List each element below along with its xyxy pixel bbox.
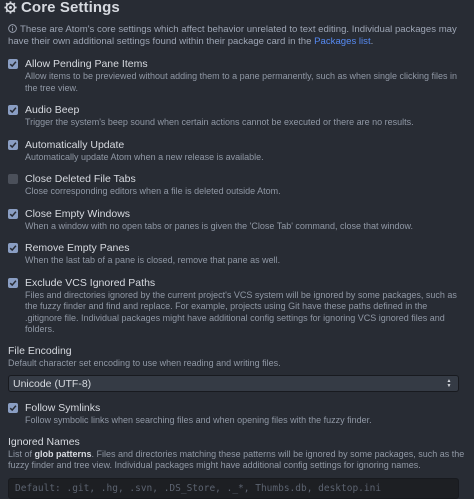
checkmark-icon bbox=[9, 141, 17, 149]
setting-desc: Automatically update Atom when a new release is available. bbox=[25, 151, 264, 162]
setting-checkbox[interactable] bbox=[8, 278, 18, 288]
setting-desc: Trigger the system's beep sound when certain actions cannot be executed or there are no results. bbox=[25, 117, 414, 127]
ignored-names-title: Ignored Names bbox=[8, 435, 80, 448]
setting-desc: Files and directories ignored by the current project's VCS system will be ignored by some packages, such as the fuzzy finder and find and replace. For example, projects using Git have these paths defined in the .gitignore file. Individual packages might have additional config settings for ignoring VCS ignored files and folders. bbox=[25, 289, 457, 334]
select-arrows-icon: ▲ ▼ bbox=[446, 377, 452, 389]
checkmark-icon bbox=[9, 60, 17, 68]
file-encoding-select[interactable] bbox=[8, 375, 459, 392]
checkmark-icon bbox=[9, 210, 17, 218]
settings-list bbox=[8, 58, 466, 336]
setting-item[interactable] bbox=[8, 242, 466, 267]
setting-desc: When a window with no open tabs or panes is given the 'Close Tab' command, close that window. bbox=[25, 220, 413, 231]
packages-list-link[interactable]: Packages list bbox=[314, 36, 371, 47]
file-encoding-value: Unicode (UTF-8) bbox=[13, 377, 92, 390]
setting-item[interactable] bbox=[8, 58, 466, 94]
checkmark-icon bbox=[9, 244, 17, 252]
setting-checkbox[interactable] bbox=[8, 59, 18, 69]
intro-text: These are Atom's core settings which affect behavior unrelated to text editing. Individual packages may have their own additional settings found within their package card in the Packages list. bbox=[8, 24, 457, 47]
setting-title: Remove Empty Panes bbox=[25, 242, 130, 254]
setting-title: Close Deleted File Tabs bbox=[25, 173, 136, 185]
checkmark-icon bbox=[9, 106, 17, 114]
section-header bbox=[8, 0, 466, 17]
checkmark-icon bbox=[9, 279, 17, 287]
setting-title: Close Empty Windows bbox=[25, 207, 131, 220]
setting-checkbox[interactable] bbox=[8, 174, 18, 184]
ignored-names-placeholder: Default: .git, .hg, .svn, .DS_Store, ._*, Thumbs.db, desktop.ini bbox=[15, 482, 382, 494]
checkbox-follow-symlinks[interactable] bbox=[8, 403, 18, 413]
setting-item[interactable] bbox=[8, 139, 466, 164]
setting-desc: Follow symbolic links when searching files and when opening files with the fuzzy finder. bbox=[25, 415, 372, 425]
setting-title: Automatically Update bbox=[25, 138, 125, 151]
setting-desc: Close corresponding editors when a file is deleted outside Atom. bbox=[25, 186, 281, 196]
setting-item[interactable] bbox=[8, 173, 466, 198]
setting-checkbox[interactable] bbox=[8, 140, 18, 150]
setting-follow-symlinks[interactable] bbox=[8, 402, 466, 427]
setting-title: Audio Beep bbox=[25, 104, 80, 116]
setting-checkbox[interactable] bbox=[8, 209, 18, 219]
setting-title: Follow Symlinks bbox=[25, 402, 101, 414]
ignored-names-input[interactable] bbox=[8, 478, 459, 499]
setting-item[interactable] bbox=[8, 104, 466, 129]
setting-title: Exclude VCS Ignored Paths bbox=[25, 276, 156, 289]
setting-desc: Allow items to be previewed without adding them to a pane permanently, such as when single clicking files in the tree view. bbox=[25, 71, 458, 93]
info-icon bbox=[8, 24, 17, 33]
checkmark-icon bbox=[9, 404, 17, 412]
file-encoding-title: File Encoding bbox=[8, 344, 72, 357]
page-title: Core Settings bbox=[21, 0, 120, 16]
ignored-names-desc: List of glob patterns. Files and directories matching these patterns will be ignored by some packages, such as the fuzzy finder and tree view. Individual packages might have additional config settings for ignoring names. bbox=[8, 448, 465, 470]
setting-desc: When the last tab of a pane is closed, remove that pane as well. bbox=[25, 255, 281, 265]
setting-title: Allow Pending Pane Items bbox=[25, 58, 148, 70]
setting-checkbox[interactable] bbox=[8, 243, 18, 253]
setting-item[interactable] bbox=[8, 277, 466, 336]
setting-item[interactable] bbox=[8, 208, 466, 233]
file-encoding-desc: Default character set encoding to use when reading and writing files. bbox=[8, 357, 281, 368]
settings-icon bbox=[4, 1, 17, 14]
setting-checkbox[interactable] bbox=[8, 105, 18, 115]
